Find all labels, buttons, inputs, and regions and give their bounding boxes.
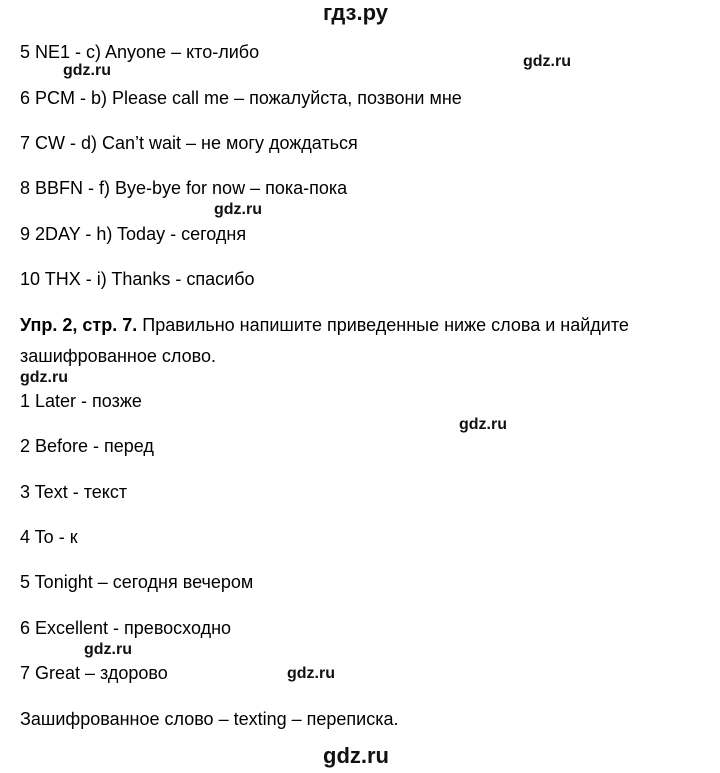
- list-item: 10 THX - i) Thanks - спасибо: [20, 269, 255, 289]
- watermark: gdz.ru: [63, 62, 111, 79]
- watermark: gdz.ru: [84, 641, 132, 658]
- list-item: 1 Later - позже: [20, 391, 142, 411]
- list-item: 9 2DAY - h) Today - сегодня: [20, 224, 247, 244]
- page-footer-watermark: gdz.ru: [323, 743, 389, 768]
- list-item: 2 Before - перед: [20, 436, 154, 456]
- page-header-watermark: гдз.ру: [323, 0, 388, 25]
- list-item: 7 CW - d) Can’t wait – не могу дождаться: [20, 133, 358, 153]
- watermark: gdz.ru: [20, 369, 68, 386]
- exercise-instruction: [20, 314, 629, 336]
- list-item: 6 Excellent - превосходно: [20, 618, 232, 638]
- list-item: 6 PCM - b) Please call me – пожалуйста, позвони мне: [20, 88, 462, 108]
- list-item: 4 To - к: [20, 527, 78, 547]
- watermark: gdz.ru: [523, 53, 571, 70]
- watermark: gdz.ru: [459, 416, 507, 433]
- watermark: gdz.ru: [214, 201, 262, 218]
- exercise-heading: Упр. 2, стр. 7.: [20, 315, 138, 335]
- list-item: 8 BBFN - f) Bye-bye for now – пока-пока: [20, 178, 348, 198]
- list-item: 5 Tonight – сегодня вечером: [20, 572, 254, 592]
- watermark: gdz.ru: [287, 665, 335, 682]
- instruction-text: Правильно напишите приведенные ниже слова и найдите: [142, 315, 629, 335]
- instruction-text: зашифрованное слово.: [20, 346, 216, 366]
- list-item: 7 Great – здорово: [20, 663, 168, 683]
- list-item: 5 NE1 - c) Anyone – кто-либо: [20, 42, 260, 62]
- list-item: 3 Text - текст: [20, 482, 128, 502]
- conclusion-text: Зашифрованное слово – texting – переписка.: [20, 709, 399, 729]
